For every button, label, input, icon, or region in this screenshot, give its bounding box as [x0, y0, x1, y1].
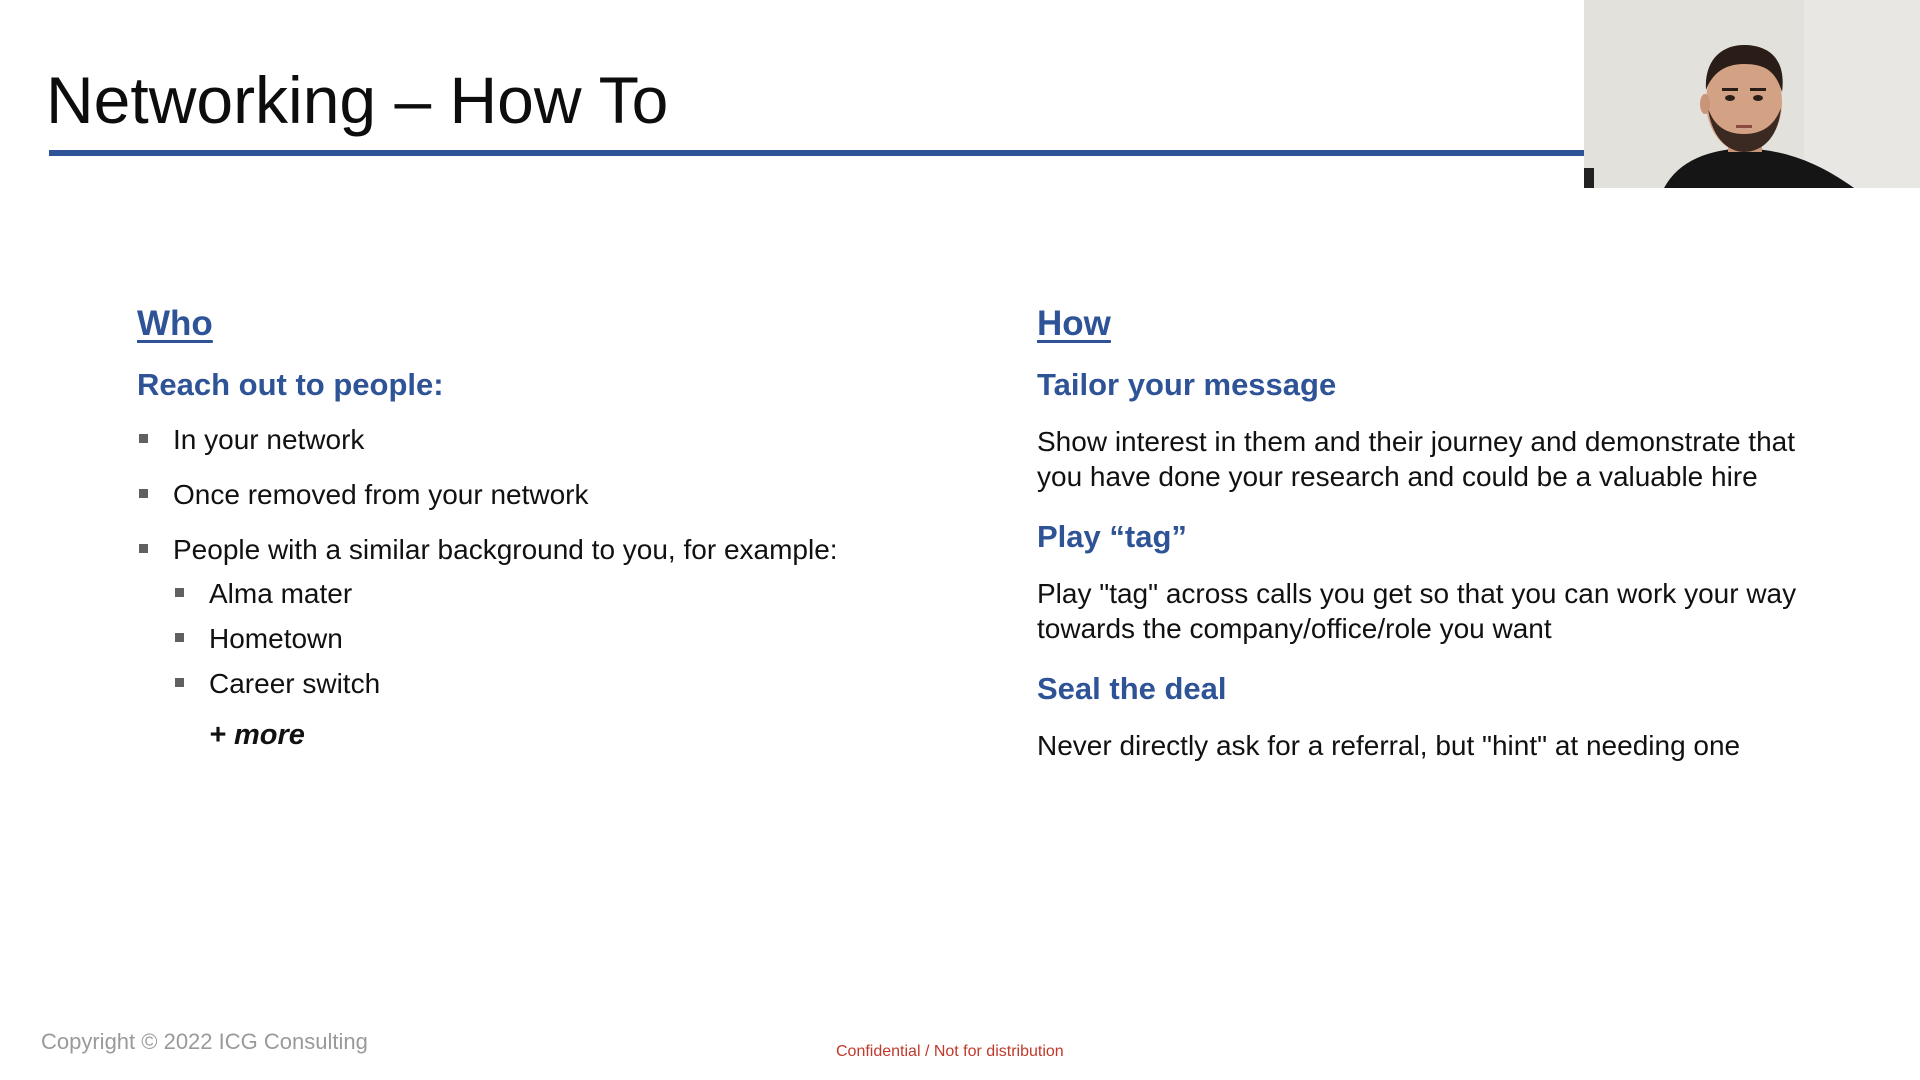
- presenter-webcam: [1584, 0, 1920, 188]
- square-bullet-icon: [175, 633, 184, 642]
- list-item: [137, 420, 987, 460]
- webcam-background-right: [1804, 0, 1920, 188]
- presenter-video-frame: [1584, 0, 1920, 188]
- list-item: [137, 475, 987, 515]
- presenter-brow-right: [1750, 88, 1766, 91]
- reach-out-subheading: Reach out to people:: [137, 367, 444, 402]
- square-bullet-icon: [175, 678, 184, 687]
- confidential-footer: Confidential / Not for distribution: [836, 1043, 1064, 1060]
- bullet-text: People with a similar background to you, for example:: [173, 534, 838, 565]
- who-bullet-list: [137, 420, 987, 704]
- presenter-eye-right: [1753, 95, 1763, 101]
- how-heading: How: [1037, 304, 1111, 343]
- seal-deal-heading: Seal the deal: [1037, 671, 1227, 706]
- sub-bullet-text: Hometown: [209, 623, 343, 654]
- seal-deal-text: Never directly ask for a referral, but "hint" at needing one: [1037, 730, 1741, 761]
- title-divider: [49, 150, 1584, 156]
- who-column: [137, 300, 987, 752]
- sub-bullet-text: Career switch: [209, 668, 381, 699]
- list-item: [173, 619, 987, 659]
- presenter-brow-left: [1722, 88, 1738, 91]
- tailor-message-text: Show interest in them and their journey and demonstrate that you have done your research and could be a valuable hire: [1037, 426, 1795, 492]
- how-column: [1037, 300, 1797, 785]
- list-item: [173, 664, 987, 704]
- square-bullet-icon: [139, 489, 148, 498]
- more-label: + more: [209, 719, 305, 751]
- sub-bullet-text: Alma mater: [209, 578, 353, 609]
- play-tag-heading: Play “tag”: [1037, 519, 1187, 554]
- presenter-eye-left: [1725, 95, 1735, 101]
- list-item: [173, 574, 987, 614]
- who-heading: Who: [137, 304, 213, 343]
- square-bullet-icon: [139, 434, 148, 443]
- presenter-mouth: [1736, 125, 1752, 128]
- copyright-footer: Copyright © 2022 ICG Consulting: [41, 1029, 368, 1054]
- tailor-message-heading: Tailor your message: [1037, 367, 1337, 402]
- example-sub-list: [173, 574, 987, 704]
- webcam-corner-shade: [1584, 168, 1594, 188]
- list-item: [137, 530, 987, 704]
- presenter-ear: [1700, 94, 1710, 114]
- play-tag-text: Play "tag" across calls you get so that you can work your way towards the company/office/role you want: [1037, 578, 1797, 644]
- bullet-text: Once removed from your network: [173, 479, 589, 510]
- slide-title: Networking – How To: [46, 63, 669, 137]
- square-bullet-icon: [139, 544, 148, 553]
- bullet-text: In your network: [173, 424, 365, 455]
- square-bullet-icon: [175, 588, 184, 597]
